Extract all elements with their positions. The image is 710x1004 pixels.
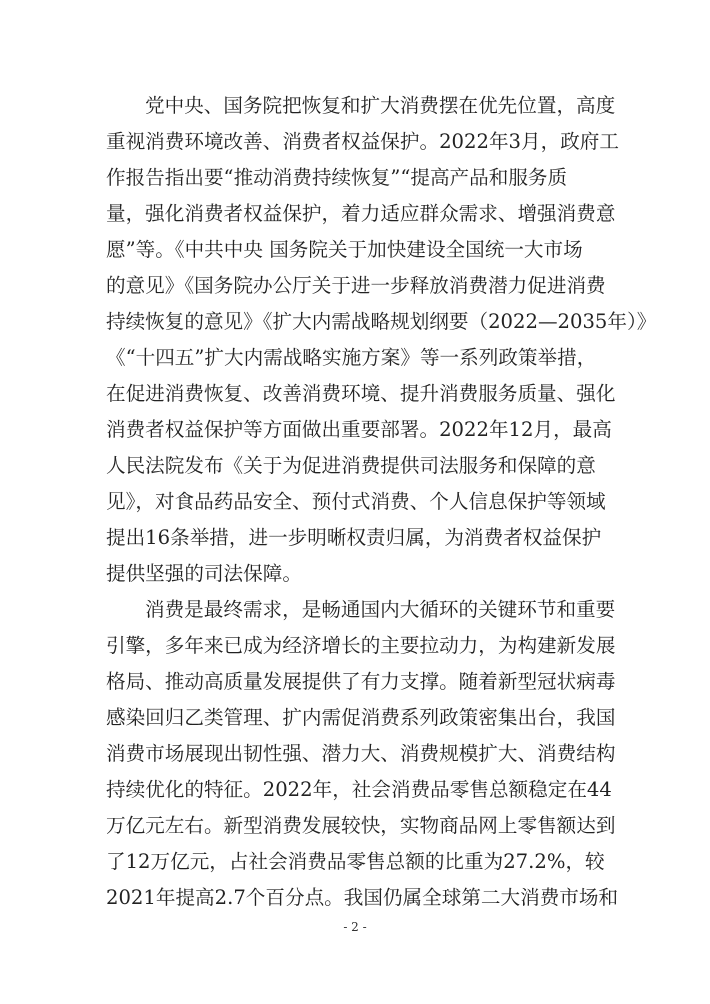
paragraph-1-line-2: 重视消费环境改善、消费者权益保护。2022年3月，政府工 [106,130,619,153]
paragraph-2-line-3: 格局、推动高质量发展提供了有力支撑。随着新型冠状病毒 [106,670,616,693]
paragraph-1-line-12: 见》，对食品药品安全、预付式消费、个人信息保护等领域 [106,490,606,513]
page-number: - 2 - [343,920,367,934]
paragraph-2-line-5: 消费市场展现出韧性强、潜力大、消费规模扩大、消费结构 [106,742,616,765]
paragraph-1-line-11: 人民法院发布《关于为促进消费提供司法服务和保障的意 [106,454,596,477]
paragraph-1-line-14: 提供坚强的司法保障。 [106,562,302,585]
paragraph-2-line-6: 持续优化的特征。2022年，社会消费品零售总额稳定在44 [106,778,612,801]
paragraph-1-line-8: 《“十四五”扩大内需战略实施方案》等一系列政策举措， [106,346,597,369]
paragraph-2-line-7: 万亿元左右。新型消费发展较快，实物商品网上零售额达到 [106,814,616,837]
paragraph-2-line-9: 2021年提高2.7个百分点。我国仍属全球第二大消费市场和 [106,886,619,909]
paragraph-1-line-10: 消费者权益保护等方面做出重要部署。2022年12月，最高 [106,418,612,441]
paragraph-2-line-8: 了12万亿元，占社会消费品零售总额的比重为27.2%，较 [106,850,605,873]
paragraph-1-line-7: 持续恢复的意见》《扩大内需战略规划纲要（2022—2035年）》 [106,310,657,333]
paragraph-1-line-4: 量，强化消费者权益保护，着力适应群众需求、增强消费意 [106,202,616,225]
paragraph-2-line-1: 消费是最终需求，是畅通国内大循环的关键环节和重要 [145,598,616,621]
paragraph-1-line-6: 的意见》《国务院办公厅关于进一步释放消费潜力促进消费 [106,274,606,297]
paragraph-2-line-4: 感染回归乙类管理、扩内需促消费系列政策密集出台，我国 [106,706,616,729]
paragraph-1-line-13: 提出16条举措，进一步明晰权责归属，为消费者权益保护 [106,526,602,549]
paragraph-1-line-9: 在促进消费恢复、改善消费环境、提升消费服务质量、强化 [106,382,616,405]
paragraph-1-line-3: 作报告指出要“推动消费持续恢复”“提高产品和服务质 [106,166,568,189]
paragraph-2-line-2: 引擎，多年来已成为经济增长的主要拉动力，为构建新发展 [106,634,616,657]
paragraph-1-line-1: 党中央、国务院把恢复和扩大消费摆在优先位置，高度 [145,94,616,117]
paragraph-1-line-5: 愿”等。《中共中央 国务院关于加快建设全国统一大市场 [106,238,583,261]
